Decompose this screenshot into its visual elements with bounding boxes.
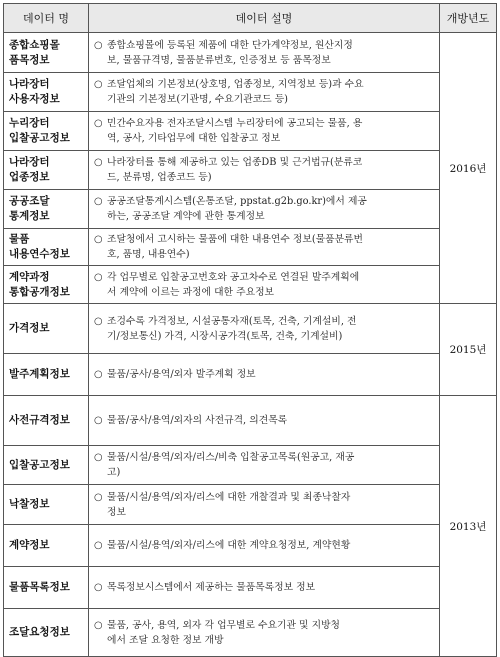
data-desc-cell — [89, 354, 440, 396]
table-row — [4, 151, 497, 190]
desc-line: 드, 분류명, 업종코드 등) — [107, 172, 212, 183]
bullet-icon: ○ — [94, 452, 103, 463]
data-desc-cell — [89, 73, 440, 112]
data-desc-cell — [89, 446, 440, 485]
header-open-year: 개방년도 — [440, 4, 497, 33]
table-row — [4, 73, 497, 112]
table-row — [4, 304, 497, 354]
bullet-icon: ○ — [94, 369, 103, 380]
data-name-line: 품목정보 — [9, 53, 50, 66]
table-row — [4, 396, 497, 446]
bullet-icon: ○ — [94, 415, 103, 426]
data-name-cell — [4, 567, 89, 609]
desc-line: 각 업무별로 입찰공고번호와 공고차수로 연결된 발주계획에 — [107, 271, 360, 283]
desc-line: 조겅수록 가격정보, 시설공통자재(토목, 건축, 기계설비, 전 — [107, 315, 357, 327]
data-name-line: 통계정보 — [9, 210, 50, 222]
data-name-line: 공공조달 — [9, 195, 50, 207]
data-name-line: 계약과정 — [9, 270, 50, 283]
data-name-line: 누리장터 — [9, 117, 50, 129]
data-name-cell — [4, 229, 89, 266]
table-row — [4, 567, 497, 609]
bullet-icon: ○ — [94, 271, 103, 283]
table-row — [4, 190, 497, 229]
data-name-line: 물품 — [9, 233, 30, 245]
desc-line: 민간수요자용 전자조달시스템 누리장터에 공고되는 물품, 용 — [107, 118, 363, 129]
desc-line: 물품/시설/용역/외자/리스에 대한 개찰결과 및 최종낙찰자 — [107, 491, 351, 503]
data-name-line: 조달요청정보 — [9, 626, 70, 638]
desc-line: 서 계약에 이르는 과정에 대한 주요정보 — [107, 286, 274, 298]
desc-line: 물품/공사/용역/외자 발주계획 정보 — [107, 369, 256, 380]
data-name-cell — [4, 33, 89, 73]
data-name-cell — [4, 446, 89, 485]
data-name-cell — [4, 190, 89, 229]
data-name-line: 나라장터 — [9, 78, 50, 90]
data-name-line: 사용자정보 — [9, 93, 60, 105]
desc-line: 물품/공사/용역/외자의 사전규격, 의견목록 — [107, 415, 288, 426]
data-name-line: 계약정보 — [9, 539, 50, 551]
desc-line: 조달업체의 기본정보(상호명, 업종정보, 지역정보 등)과 수요 — [107, 79, 364, 90]
data-desc-cell — [89, 151, 440, 190]
desc-line: 보, 물품규격명, 물품분류번호, 인증정보 등 품목정보 — [107, 54, 331, 66]
header-data-desc: 데이터 설명 — [89, 4, 440, 33]
open-data-table — [3, 3, 497, 657]
table-row — [4, 609, 497, 657]
table-row — [4, 354, 497, 396]
bullet-icon: ○ — [94, 118, 103, 129]
desc-line: 기/정보통신) 가격, 시장시공가격(토목, 건축, 기계설비) — [107, 330, 343, 342]
desc-line: 에서 조달 요청한 정보 개방 — [107, 634, 224, 646]
desc-line: 기관의 기본정보(기관명, 수요기관코드 등) — [107, 94, 288, 105]
table-row — [4, 266, 497, 304]
desc-line: 목록정보시스템에서 제공하는 물품목록정보 정보 — [107, 582, 316, 593]
data-name-cell — [4, 112, 89, 151]
data-desc-cell — [89, 396, 440, 446]
table-header-row — [4, 4, 497, 33]
data-name-line: 발주계획정보 — [9, 368, 70, 380]
data-name-cell — [4, 304, 89, 354]
data-name-line: 종합쇼핑몰 — [9, 38, 60, 51]
desc-line: 나라장터를 통해 제공하고 있는 업종DB 및 근거법규(분류코 — [107, 157, 363, 168]
bullet-icon: ○ — [94, 39, 103, 51]
data-name-line: 입찰공고정보 — [9, 132, 70, 144]
table-row — [4, 485, 497, 525]
desc-line: 공공조달통계시스템(온통조달, ppstat.g2b.go.kr)에서 제공 — [107, 196, 367, 207]
open-year-cell: 2015년 — [440, 304, 497, 396]
desc-line: 호, 품명, 내용연수) — [107, 249, 190, 260]
data-name-cell — [4, 354, 89, 396]
data-name-line: 내용연수정보 — [9, 248, 70, 260]
open-year-cell: 2016년 — [440, 33, 497, 304]
data-desc-cell — [89, 112, 440, 151]
data-name-cell — [4, 73, 89, 112]
desc-line: 하는, 공공조달 계약에 관한 통계정보 — [107, 211, 265, 222]
data-desc-cell — [89, 266, 440, 304]
data-name-cell — [4, 266, 89, 304]
data-name-line: 낙찰정보 — [9, 498, 50, 510]
data-name-cell — [4, 485, 89, 525]
desc-line: 물품/시설/용역/외자/리스에 대한 계약요청정보, 계약현황 — [107, 540, 351, 551]
data-name-line: 나라장터 — [9, 156, 50, 168]
desc-line: 역, 공사, 기타업무에 대한 입찰공고 정보 — [107, 133, 281, 144]
data-desc-cell — [89, 33, 440, 73]
desc-line: 물품/시설/용역/외자/리스/비축 입찰공고목록(원공고, 재공 — [107, 452, 355, 463]
desc-line: 물품, 공사, 용역, 외자 각 업무별로 수요기관 및 지방청 — [107, 619, 340, 631]
data-name-line: 입찰공고정보 — [9, 458, 70, 471]
data-name-line: 사전규격정보 — [9, 414, 70, 426]
data-desc-cell — [89, 609, 440, 657]
data-desc-cell — [89, 190, 440, 229]
table-row — [4, 229, 497, 266]
data-name-line: 가격정보 — [9, 322, 50, 334]
bullet-icon: ○ — [94, 157, 103, 168]
data-name-cell — [4, 396, 89, 446]
bullet-icon: ○ — [94, 234, 103, 245]
table-row — [4, 525, 497, 567]
data-name-cell — [4, 525, 89, 567]
data-desc-cell — [89, 525, 440, 567]
bullet-icon: ○ — [94, 540, 103, 551]
table-row — [4, 33, 497, 73]
data-desc-cell — [89, 485, 440, 525]
data-desc-cell — [89, 567, 440, 609]
data-desc-cell — [89, 304, 440, 354]
bullet-icon: ○ — [94, 619, 103, 631]
bullet-icon: ○ — [94, 491, 103, 503]
desc-line: 조달청에서 고시하는 물품에 대한 내용연수 정보(물품분류번 — [107, 234, 363, 245]
bullet-icon: ○ — [94, 196, 103, 207]
data-desc-cell — [89, 229, 440, 266]
data-name-cell — [4, 609, 89, 657]
desc-line: 종합쇼핑몰에 등록된 제품에 대한 단가계약정보, 원산지정 — [107, 39, 353, 51]
desc-line: 고) — [107, 467, 121, 478]
table-row — [4, 446, 497, 485]
data-name-line: 통합공개정보 — [9, 285, 70, 298]
bullet-icon: ○ — [94, 79, 103, 90]
data-name-line: 업종정보 — [9, 171, 50, 183]
data-name-line: 물품목록정보 — [9, 581, 70, 593]
desc-line: 정보 — [107, 506, 126, 518]
header-data-name: 데이터 명 — [4, 4, 89, 33]
open-year-cell: 2013년 — [440, 396, 497, 657]
data-name-cell — [4, 151, 89, 190]
bullet-icon: ○ — [94, 582, 103, 593]
bullet-icon: ○ — [94, 315, 103, 327]
table-row — [4, 112, 497, 151]
